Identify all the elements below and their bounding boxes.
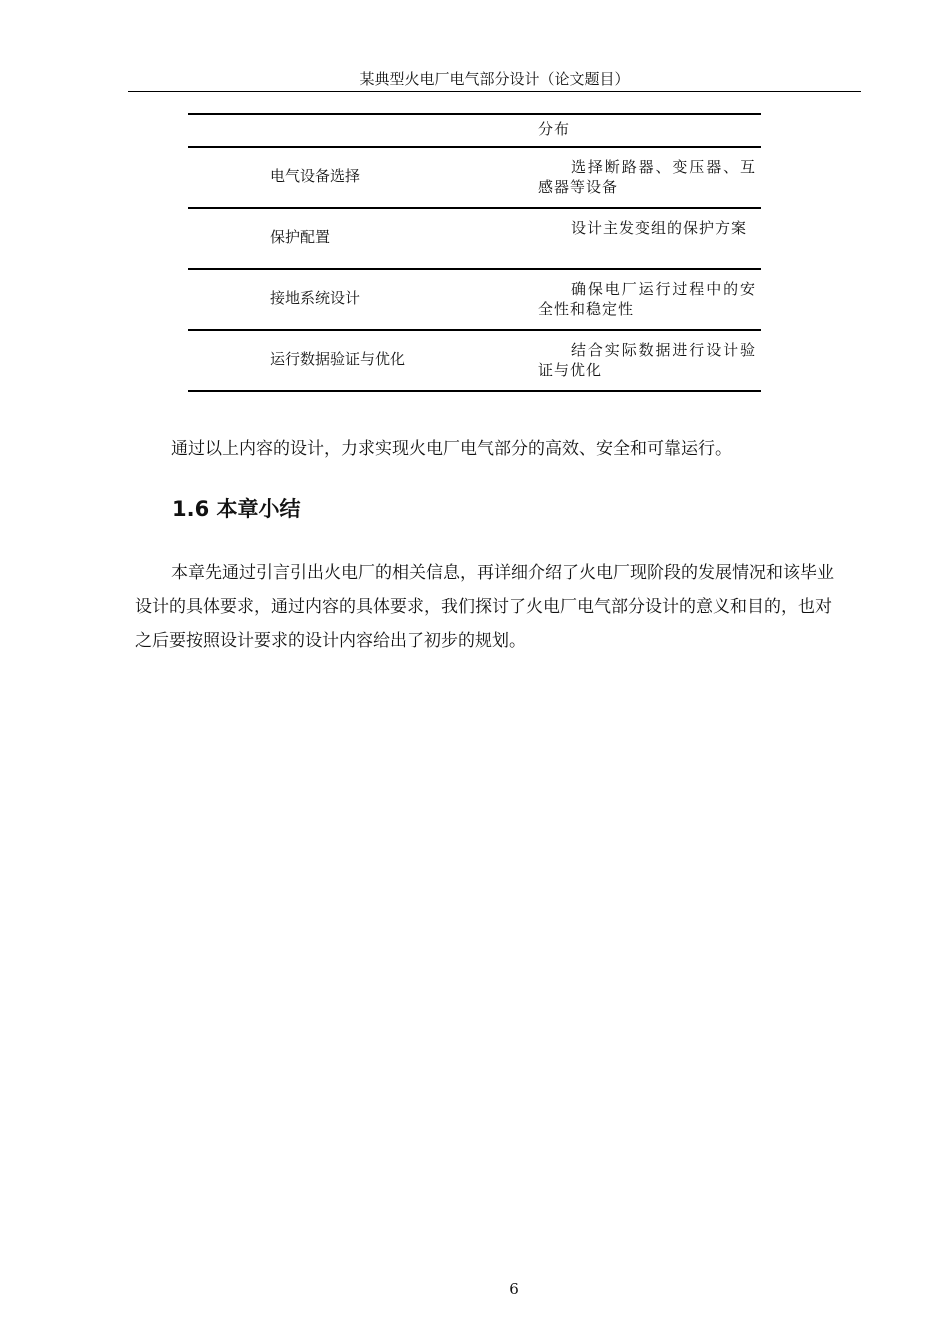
table-cell-description: 选择断路器、变压器、互感器等设备 xyxy=(538,158,756,196)
table-cell-description: 分布 xyxy=(538,120,571,138)
table-cell-description: 设计主发变组的保护方案 xyxy=(571,219,748,237)
table-row xyxy=(188,329,761,392)
table-cell-description: 结合实际数据进行设计验证与优化 xyxy=(538,341,756,379)
table-cell-item: 运行数据验证与优化 xyxy=(270,350,406,368)
table-cell-description: 确保电厂运行过程中的安全性和稳定性 xyxy=(538,280,756,318)
running-header: 某典型火电厂电气部分设计（论文题目） xyxy=(359,70,630,88)
summary-paragraph: 通过以上内容的设计，力求实现火电厂电气部分的高效、安全和可靠运行。 xyxy=(171,439,732,459)
table-row xyxy=(188,146,761,207)
table-row xyxy=(188,113,761,146)
section-body-paragraph: 本章先通过引言引出火电厂的相关信息，再详细介绍了火电厂现阶段的发展情况和该毕业设计的具体要求，通过内容的具体要求，我们探讨了火电厂电气部分设计的意义和目的，也对之后要按照设计要求的设计内容给出了初步的规划。 xyxy=(135,563,834,651)
header-rule xyxy=(128,91,861,92)
table-cell-item: 保护配置 xyxy=(270,228,331,246)
table-row xyxy=(188,268,761,329)
table-cell-item: 电气设备选择 xyxy=(270,167,361,185)
table-row xyxy=(188,207,761,268)
page-number: 6 xyxy=(509,1280,519,1298)
section-heading: 1.6 本章小结 xyxy=(172,497,301,521)
table-cell-item: 接地系统设计 xyxy=(270,289,361,307)
design-content-table xyxy=(188,113,761,392)
